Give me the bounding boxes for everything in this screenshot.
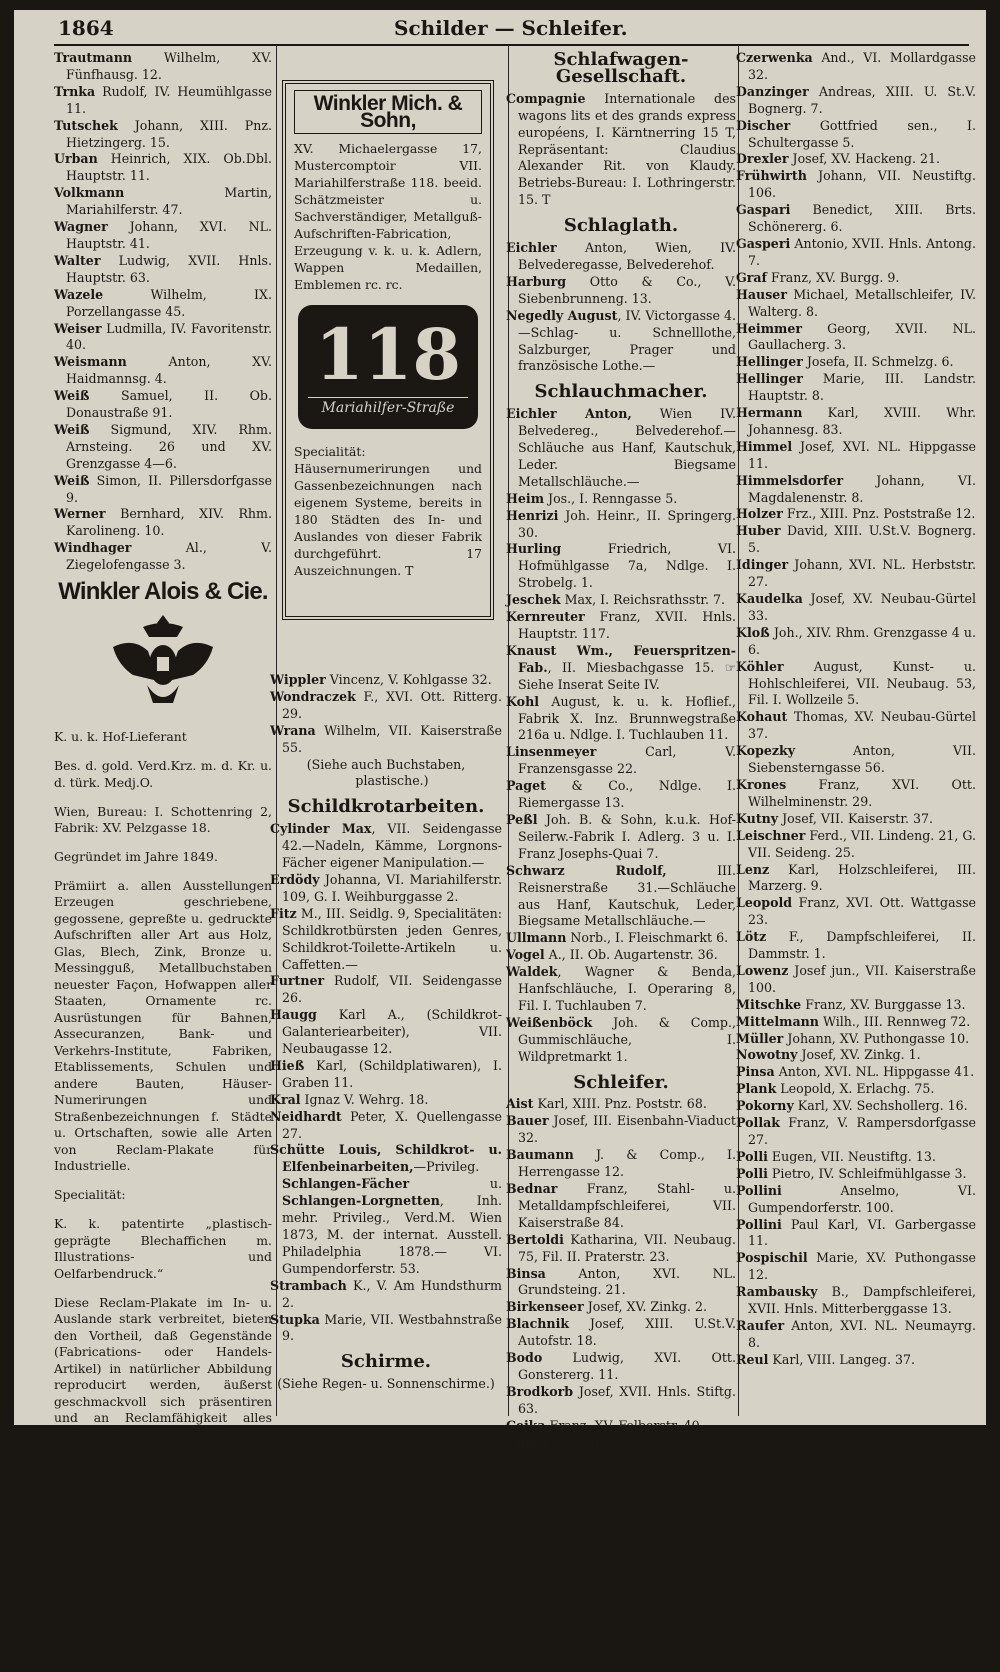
entry-list — [736, 50, 976, 1369]
list-item: Nowotny Josef, XV. Zinkg. 1. — [736, 1047, 921, 1063]
list-item: Danzinger Andreas, XIII. U. St.V. Bognerg. 7. — [736, 83, 976, 116]
list-item: Pollak Franz, V. Rampersdorfgasse 27. — [736, 1115, 976, 1147]
list-item: Kopezky Anton, VII. Siebensterngasse 56. — [736, 743, 976, 776]
ad-118-box — [282, 80, 494, 620]
ad-118-text: XV. Michaelergasse 17, Mustercomptoir VII. Mariahilferstraße 118. beeid. Schätzmeister u. Sachverständiger, Metallguß-Aufschriften-Fabrication, Erzeugung v. k. u. k. Adlern, Wappen Medaillen, Emblemen rc. rc. — [294, 141, 482, 292]
page-title: Schilder — Schleifer. — [394, 16, 628, 40]
list-item: Schütte Louis, Schildkrot- u. Elfenbeinarbeiten,—Privileg. Schlangen-Fächer u. Schlangen-Lorgnetten, Inh. mehr. Privileg., Verd.M. Wien 1873, M. der internat. Ausstell. Philadelphia 1878.— VI. Gumpendorferstr. 53. — [270, 1142, 502, 1276]
column-2 — [270, 672, 502, 1672]
list-item: Diese Reclam-Plakate im In- u. Auslande stark verbreitet, bieten den Vortheil, daß Gegenstände (Fabrications- oder Handels-Artikel) in natürlicher Abbildung reproducirt werden, äußerst geschmackvoll sich präsentiren und an Reclamfähigkeit alles bisher Gebotene weit übertreffen. — [54, 1294, 272, 1442]
list-item: Weißenböck Joh. & Comp., Gummischläuche, I. Wildpretmarkt 1. — [506, 1014, 736, 1064]
list-item: Leischner Ferd., VII. Lindeng. 21, G. VII. Seideng. 25. — [736, 827, 976, 860]
list-item: Rambausky B., Dampfschleiferei, XVII. Hnls. Mitterberggasse 13. — [736, 1284, 976, 1317]
list-item: Raufer Anton, XVI. NL. Neumayrg. 8. — [736, 1317, 976, 1350]
list-item: Pinsa Anton, XVI. NL. Hippgasse 41. — [736, 1064, 975, 1080]
list-item: Birkenseer Josef, XV. Zinkg. 2. — [506, 1299, 707, 1315]
list-item: Mittelmann Wilh., III. Rennweg 72. — [736, 1013, 971, 1029]
list-item: Cylinder Max, VII. Seidengasse 42.—Nadeln, Kämme, Lorgnons-Fächer eigener Manipulation.— — [270, 821, 503, 871]
list-item: Binsa Anton, XVI. NL. Grundsteing. 21. — [506, 1265, 736, 1298]
list-item: Reul Karl, VIII. Langeg. 37. — [736, 1351, 916, 1367]
list-item: Lötz F., Dampfschleiferei, II. Dammstr. 1. — [736, 929, 976, 962]
entry-list — [270, 672, 502, 757]
house-number-plate — [298, 305, 478, 429]
list-item: Hieß Karl, (Schildplatiwaren), I. Graben 11. — [270, 1057, 502, 1090]
list-item: Kral Ignaz V. Wehrg. 18. — [270, 1091, 429, 1107]
list-item: Bes. d. gold. Verd.Krz. m. d. Kr. u. d. türk. Medj.O. — [54, 758, 272, 790]
ad-118-specialty: Specialität: Häusernumerirungen und Gassenbezeichnungen nach eigenem Systeme, bereits in 180 Städten des In- und Auslandes von dieser Fabrik durchgeführt. 17 Auszeichnungen. T — [294, 444, 482, 578]
list-item: Linsenmeyer Carl, V. Franzensgasse 22. — [506, 744, 736, 777]
list-item: Pokorny Karl, XV. Sechshollerg. 16. — [736, 1098, 968, 1114]
list-item: Huber David, XIII. U.St.V. Bognerg. 5. — [736, 523, 976, 556]
list-item: Jeschek Max, I. Reichsrathsstr. 7. — [506, 592, 726, 608]
page-header — [14, 10, 986, 42]
plate-street: Mariahilfer-Straße — [308, 397, 468, 417]
list-item: Bauer Josef, III. Eisenbahn-Viaduct 32. — [506, 1113, 736, 1146]
column-3 — [506, 49, 737, 1467]
directory-page — [14, 10, 986, 1521]
section-heading: Schlauchmacher. — [534, 381, 708, 403]
list-item: Hellinger Josefa, II. Schmelzg. 6. — [736, 354, 954, 370]
list-item: Discher Gottfried sen., I. Schultergasse 5. — [736, 117, 976, 150]
list-item: Bertoldi Katharina, VII. Neubaug. 75, Fil. II. Praterstr. 23. — [506, 1231, 736, 1264]
list-item: Blachnik Josef, XIII. U.St.V. Autofstr. 18. — [506, 1316, 736, 1349]
list-item: Drexler Josef, XV. Hackeng. 21. — [736, 151, 940, 167]
list-item: Furtner Rudolf, VII. Seidengasse 26. — [270, 973, 502, 1006]
list-item: Peßl Joh. B. & Sohn, k.u.k. Hof-Seilerw.-Fabrik I. Adlerg. 3 u. I. Franz Josephs-Quai 7. — [506, 811, 736, 861]
list-item: Waldek, Wagner & Benda, Hanfschläuche, I. Operaring 8, Fil. I. Tuchlauben 7. — [506, 964, 736, 1013]
list-item: Werner Bernhard, XIV. Rhm. Karolineng. 10. — [54, 506, 272, 539]
section-heading: Schirme. — [340, 1351, 432, 1373]
list-item: Pollini Paul Karl, VI. Garbergasse 11. — [736, 1216, 976, 1249]
list-item: Wagner Johann, XVI. NL. Hauptstr. 41. — [54, 219, 272, 251]
page-number: 1864 — [58, 16, 114, 40]
list-item: Kloß Joh., XIV. Rhm. Grenzgasse 4 u. 6. — [736, 624, 976, 657]
list-item: Haugg Karl A., (Schildkrot-Galanteriearbeiter), VII. Neubaugasse 12. — [270, 1007, 502, 1057]
list-item: Wrana Wilhelm, VII. Kaiserstraße 55. — [270, 722, 502, 755]
entry-list — [506, 91, 736, 209]
list-item: Wien, Bureau: I. Schottenring 2, Fabrik: XV. Pelzgasse 18. — [54, 803, 272, 836]
section-heading: Schildkrotarbeiten. — [287, 796, 485, 818]
list-item: Kernreuter Franz, XVII. Hnls. Hauptstr. 117. — [506, 609, 736, 641]
list-item: Harburg Otto & Co., V. Siebenbrunneng. 13. — [506, 273, 736, 306]
list-item: Wazele Wilhelm, IX. Porzellangasse 45. — [54, 286, 272, 319]
list-item: Christ Johann, XII. Gdz. Gärtnergasse 10. — [506, 1434, 736, 1467]
list-item: Mäßige Preise, rascheste Effectuirung. Kostenanschläge u. Skizzen werden billigst ausgeführt.— — [54, 1455, 272, 1521]
see-also-note: (Siehe auch Buchstaben, plastische.) — [306, 756, 466, 789]
list-item: Weiß Simon, II. Pillersdorfgasse 9. — [54, 472, 272, 505]
list-item: Weismann Anton, XV. Haidmannsg. 4. — [54, 354, 272, 387]
entry-list — [506, 1096, 736, 1468]
section-heading: Schlafwagen-Gesellschaft. — [553, 49, 689, 87]
list-item: Trautmann Wilhelm, XV. Fünfhausg. 12. — [54, 50, 272, 82]
list-item: Volkmann Martin, Mariahilferstr. 47. — [54, 185, 272, 218]
list-item: Lenz Karl, Holzschleiferei, III. Marzerg. 9. — [736, 861, 976, 894]
list-item: Stupka Marie, VII. Westbahnstraße 9. — [270, 1311, 502, 1344]
list-item: Plank Leopold, X. Erlachg. 75. — [736, 1081, 935, 1097]
ad-winkler-text — [54, 729, 272, 1521]
list-item: Czerwenka And., VI. Mollardgasse 32. — [736, 50, 976, 82]
list-item: Wondraczek F., XVI. Ott. Ritterg. 29. — [270, 688, 502, 721]
list-item: Himmelsdorfer Johann, VI. Magdalenenstr. 8. — [736, 472, 976, 505]
entry-list — [506, 240, 736, 375]
list-item: Brodkorb Josef, XVII. Hnls. Stiftg. 63. — [506, 1383, 736, 1416]
list-item: Pospischil Marie, XV. Puthongasse 12. — [736, 1250, 976, 1283]
list-item: Windhager Al., V. Ziegelofengasse 3. — [54, 540, 272, 573]
list-item: Negedly August, IV. Victorgasse 4.—Schlag- u. Schnelllothe, Salzburger, Prager und französische Lothe.— — [506, 307, 737, 374]
list-item: Köhler August, Kunst- u. Hohlschleiferei, VII. Neubaug. 53, Fil. I. Wollzeile 5. — [736, 658, 976, 708]
list-item: Baumann J. & Comp., I. Herrengasse 12. — [506, 1147, 736, 1180]
list-item: Specialität: — [54, 1187, 126, 1203]
list-item: Idinger Johann, XVI. NL. Herbststr. 27. — [736, 557, 976, 590]
header-rule — [54, 44, 969, 46]
see-also-note: (Siehe Regen- u. Sonnenschirme.) — [277, 1376, 495, 1392]
list-item: Trnka Rudolf, IV. Heumühlgasse 11. — [54, 83, 272, 116]
ad-winkler-title: Winkler Alois & Cie. — [58, 578, 268, 606]
list-item: Ullmann Norb., I. Fleischmarkt 6. — [506, 930, 729, 946]
entry-list — [54, 50, 272, 574]
list-item: Erdödy Johanna, VI. Mariahilferstr. 109, G. I. Weihburggasse 2. — [270, 871, 502, 904]
list-item: Cejka Franz, XV. Felberstr. 40. — [506, 1417, 704, 1433]
list-item: Hermann Karl, XVIII. Whr. Johannesg. 83. — [736, 405, 976, 437]
list-item: Polli Pietro, IV. Schleifmühlgasse 3. — [736, 1165, 967, 1181]
list-item: Lowenz Josef jun., VII. Kaiserstraße 100. — [736, 962, 976, 995]
list-item: Schwarz Rudolf, III. Reisnerstraße 31.—Schläuche aus Hanf, Kautschuk, Leder, Biegsame Metallschläuche.— — [506, 862, 737, 929]
list-item: Frühwirth Johann, VII. Neustiftg. 106. — [736, 168, 976, 201]
list-item: Aist Karl, XIII. Pnz. Poststr. 68. — [506, 1096, 707, 1112]
list-item: Holzer Frz., XIII. Pnz. Poststraße 12. — [736, 506, 976, 522]
list-item: Wippler Vincenz, V. Kohlgasse 32. — [270, 672, 492, 687]
column-4 — [736, 50, 976, 1415]
entry-list — [506, 406, 736, 1065]
list-item: Weiß Samuel, II. Ob. Donaustraße 91. — [54, 388, 272, 421]
list-item: Gegründet im Jahre 1849. — [54, 849, 218, 865]
list-item: Müller Johann, XV. Puthongasse 10. — [736, 1030, 970, 1046]
list-item: K. u. k. Hof-Lieferant — [54, 729, 187, 745]
list-item: Hellinger Marie, III. Landstr. Hauptstr. 8. — [736, 371, 976, 404]
list-item: Paget & Co., Ndlge. I. Riemergasse 13. — [506, 778, 736, 811]
section-heading: Schleifer. — [573, 1071, 669, 1093]
list-item: Hurling Friedrich, VI. Hofmühlgasse 7a, Ndlge. I. Strobelg. 1. — [506, 541, 736, 591]
list-item: Vogel A., II. Ob. Augartenstr. 36. — [506, 947, 718, 963]
plate-number: 118 — [314, 313, 462, 396]
list-item: Weiß Sigmund, XIV. Rhm. Arnsteing. 26 und XV. Grenzgasse 4—6. — [54, 421, 272, 471]
list-item: Gaspari Benedict, XIII. Brts. Schönererg. 6. — [736, 202, 976, 235]
list-item: Pollini Anselmo, VI. Gumpendorferstr. 100. — [736, 1182, 976, 1215]
ad-118-title: Winkler Mich. & Sohn, — [294, 90, 482, 134]
list-item: Kutny Josef, VII. Kaiserstr. 37. — [736, 810, 934, 826]
entry-list — [270, 821, 502, 1345]
list-item: Urban Heinrich, XIX. Ob.Dbl. Hauptstr. 11. — [54, 151, 272, 184]
list-item: Mitschke Franz, XV. Burggasse 13. — [736, 996, 966, 1012]
list-item: Hauser Michael, Metallschleifer, IV. Walterg. 8. — [736, 286, 976, 319]
list-item: Eichler Anton, Wien, IV. Belvederegasse, Belvederehof. — [506, 240, 736, 272]
list-item: Kohaut Thomas, XV. Neubau-Gürtel 37. — [736, 709, 976, 742]
list-item: Walter Ludwig, XVII. Hnls. Hauptstr. 63. — [54, 252, 272, 285]
double-eagle-icon — [103, 607, 223, 717]
list-item: Leopold Franz, XVI. Ott. Wattgasse 23. — [736, 895, 976, 928]
list-item: Polli Eugen, VII. Neustiftg. 13. — [736, 1148, 936, 1164]
list-item: Kohl August, k. u. k. Hoflief., Fabrik X. Inz. Brunnwegstraße 216a u. Ndlge. I. Tuchlauben 11. — [506, 693, 736, 743]
list-item: Kaudelka Josef, XV. Neubau-Gürtel 33. — [736, 591, 976, 623]
list-item: Graf Franz, XV. Burgg. 9. — [736, 269, 900, 285]
list-item: Krones Franz, XVI. Ott. Wilhelminenstr. 29. — [736, 776, 976, 809]
list-item: Knaust Wm., Feuerspritzen-Fab., II. Miesbachgasse 15. ☞ Siehe Inserat Seite IV. — [506, 642, 736, 692]
list-item: K. k. patentirte „plastisch-geprägte Blechaffichen m. Illustrations- und Oelfarbendruck.“ — [54, 1216, 272, 1281]
list-item: Strambach K., V. Am Hundsthurm 2. — [270, 1277, 502, 1310]
column-1 — [54, 50, 272, 1521]
section-heading: Schlaglath. — [563, 215, 679, 237]
list-item: Fitz M., III. Seidlg. 9, Specialitäten: Schildkrotbürsten jeden Genres, Schildkrot-Toilette-Artikeln u. Caffetten.— — [270, 905, 502, 972]
list-item: Weiser Ludmilla, IV. Favoritenstr. 40. — [54, 320, 272, 353]
list-item: Heim Jos., I. Renngasse 5. — [506, 490, 678, 506]
list-item: Bednar Franz, Stahl- u. Metalldampfschleiferei, VII. Kaiserstraße 84. — [506, 1181, 736, 1230]
list-item: Tutschek Johann, XIII. Pnz. Hietzingerg. 15. — [54, 117, 272, 150]
list-item: Heimmer Georg, XVII. NL. Gaullacherg. 3. — [736, 320, 976, 353]
list-item: Bodo Ludwig, XVI. Ott. Gonstererg. 11. — [506, 1350, 736, 1382]
list-item: Henrizi Joh. Heinr., II. Springerg. 30. — [506, 507, 736, 540]
list-item: Neidhardt Peter, X. Quellengasse 27. — [270, 1108, 502, 1141]
list-item: Compagnie Internationale des wagons lits et des grands express européens, I. Kärntnerring 15 T, Repräsentant: Claudius Alexander Rit. von Klaudy. Betriebs-Bureau: I. Lothringerstr. 15. T — [506, 90, 736, 208]
list-item: Eichler Anton, Wien IV. Belvedereg., Belvederehof.—Schläuche aus Hanf, Kautschuk, Leder. Biegsame Metallschläuche.— — [506, 406, 736, 489]
list-item: Himmel Josef, XVI. NL. Hippgasse 11. — [736, 438, 976, 471]
list-item: Prämiirt a. allen Ausstellungen Erzeugen geschriebene, gegossene, gepreßte u. gedruckte Aufschriften aller Art aus Holz, Glas, Blech, Zink, Bronze u. Messingguß, Metallbuchstaben neuester Façon, Hofwappen aller Staaten, Ornamente rc. Ausrüstungen für Bahnen, Assecuranzen, Bank- und Verkehrs-Institute, Fabriken, Etablissements, Schulen und andere Bauten, Häuser-Numerirungen und Straßenbezeichnungen f. Städte u. Ortschaften, sowie alle Arten von Reclam-Plakate für Industrielle. — [54, 877, 272, 1174]
list-item: Gasperi Antonio, XVII. Hnls. Antong. 7. — [736, 235, 976, 268]
